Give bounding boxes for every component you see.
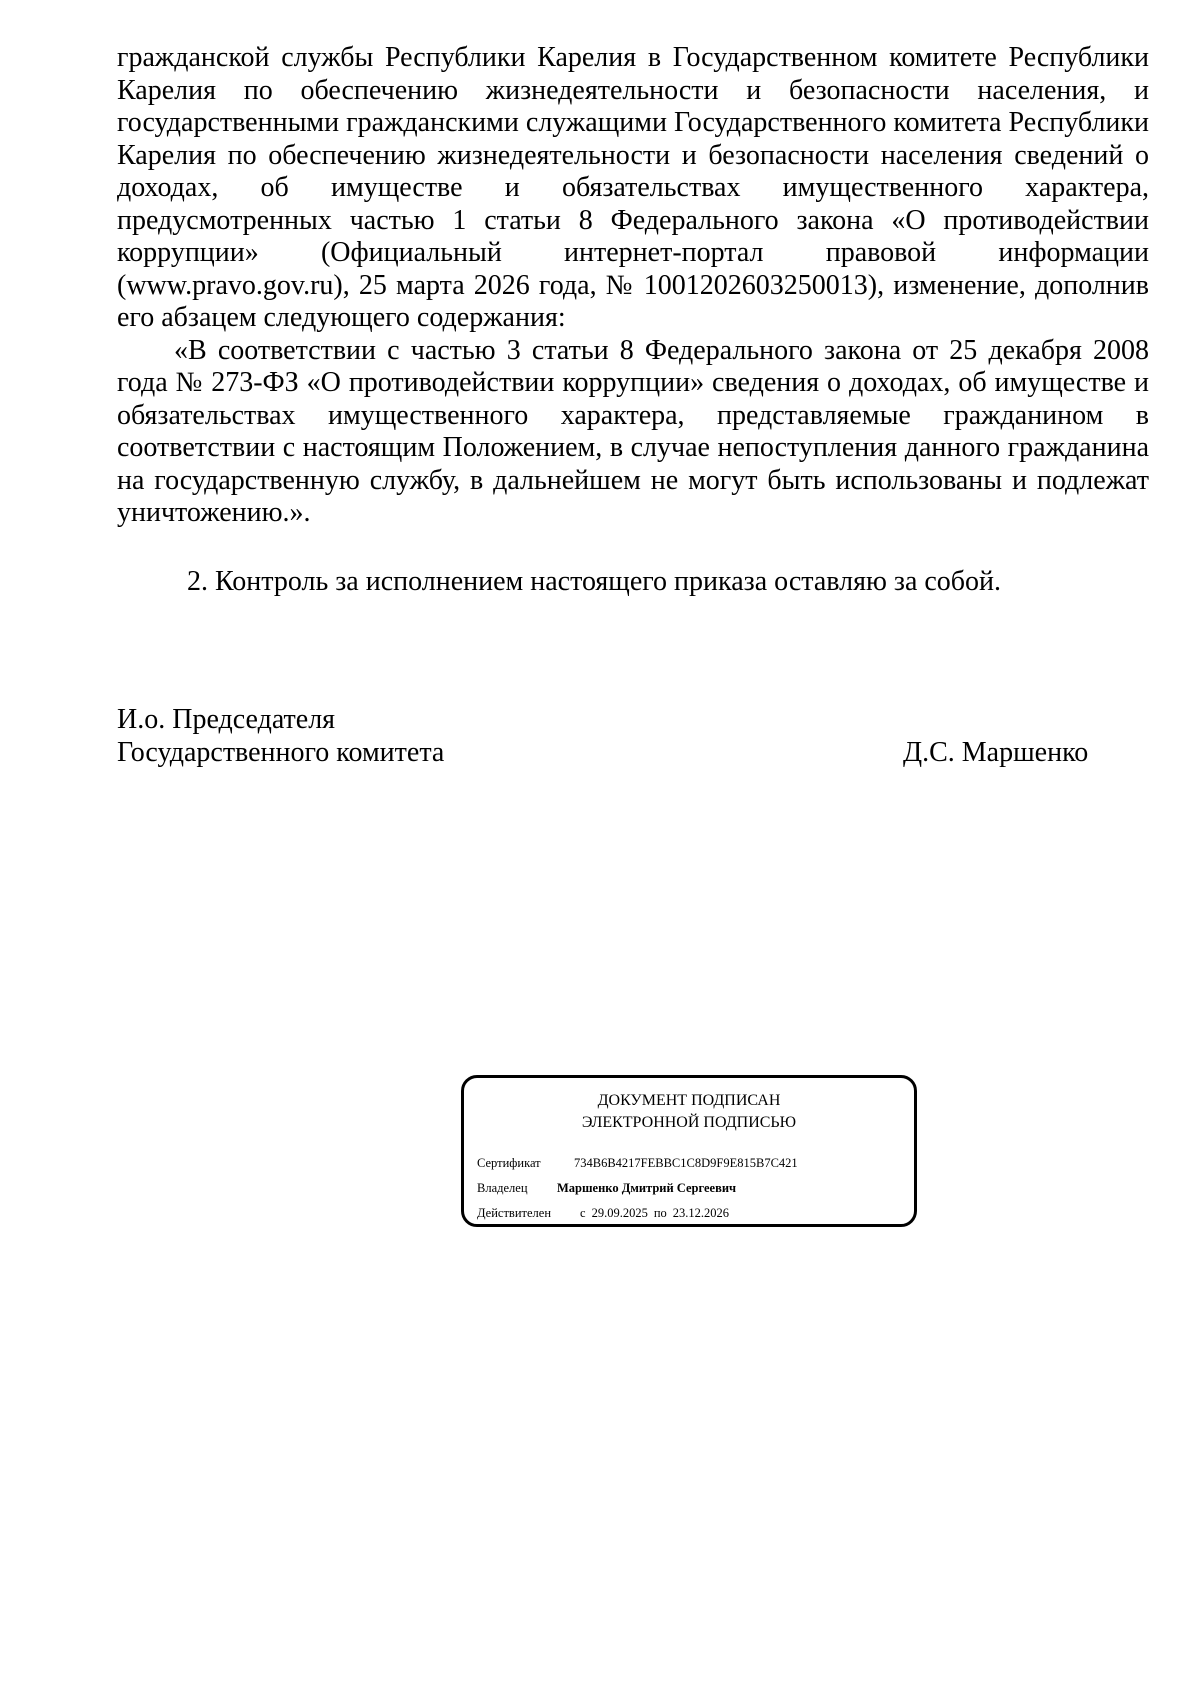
- validity-label: Действителен: [477, 1206, 552, 1220]
- stamp-header-line-1: ДОКУМЕНТ ПОДПИСАН: [597, 1092, 781, 1109]
- valid-to-prefix: по: [653, 1206, 667, 1220]
- signer-position-line-2: Государственного комитета: [117, 736, 445, 768]
- signer-position: [117, 704, 444, 769]
- valid-from-date: 29.09.2025: [591, 1206, 648, 1220]
- certificate-value: 734B6B4217FEBBC1C8D9F9E815B7C421: [574, 1156, 798, 1170]
- certificate-label: Сертификат: [477, 1156, 541, 1170]
- stamp-validity-row: [477, 1205, 729, 1221]
- stamp-header: [464, 1090, 914, 1134]
- signer-position-line-1: И.о. Председателя: [117, 704, 336, 735]
- owner-value: Маршенко Дмитрий Сергеевич: [557, 1181, 737, 1195]
- owner-label: Владелец: [477, 1181, 528, 1195]
- paragraph-quote: «В соответствии с частью 3 статьи 8 Федерального закона от 25 декабря 2008 года № 273-ФЗ «О противодействии коррупции» сведения о доходах, об имуществе и обязательствах имущественного характера, представляемые гражданином в соответствии с настоящим Положением, в случае непоступления данного гражданина на государственную службу, в дальнейшем не могут быть использованы и подлежат уничтожению.».: [117, 334, 1149, 528]
- valid-to-date: 23.12.2026: [672, 1206, 730, 1220]
- stamp-owner-row: [477, 1180, 736, 1196]
- stamp-header-line-2: ЭЛЕКТРОННОЙ ПОДПИСЬЮ: [581, 1114, 797, 1131]
- signer-name: Д.С. Маршенко: [903, 736, 1089, 768]
- document-body: [117, 42, 1149, 530]
- stamp-certificate-row: [477, 1155, 798, 1171]
- paragraph-amendment: гражданской службы Республики Карелия в Государственном комитете Республики Карелия по обеспечению жизнедеятельности и безопасности населения, и государственными гражданскими служащими Государственного комитета Республики Карелия по обеспечению жизнедеятельности и безопасности населения сведений о доходах, об имуществе и обязательствах имущественного характера, предусмотренных частью 1 статьи 8 Федерального закона «О противодействии коррупции» (Официальный интернет-портал правовой информации (www.pravo.gov.ru), 25 марта 2026 года, № 1001202603250013), изменение, дополнив его абзацем следующего содержания:: [117, 42, 1149, 333]
- valid-from-prefix: с: [580, 1206, 586, 1220]
- paragraph-item-2: 2. Контроль за исполнением настоящего приказа оставляю за собой.: [187, 566, 1002, 597]
- electronic-signature-stamp: [461, 1075, 917, 1227]
